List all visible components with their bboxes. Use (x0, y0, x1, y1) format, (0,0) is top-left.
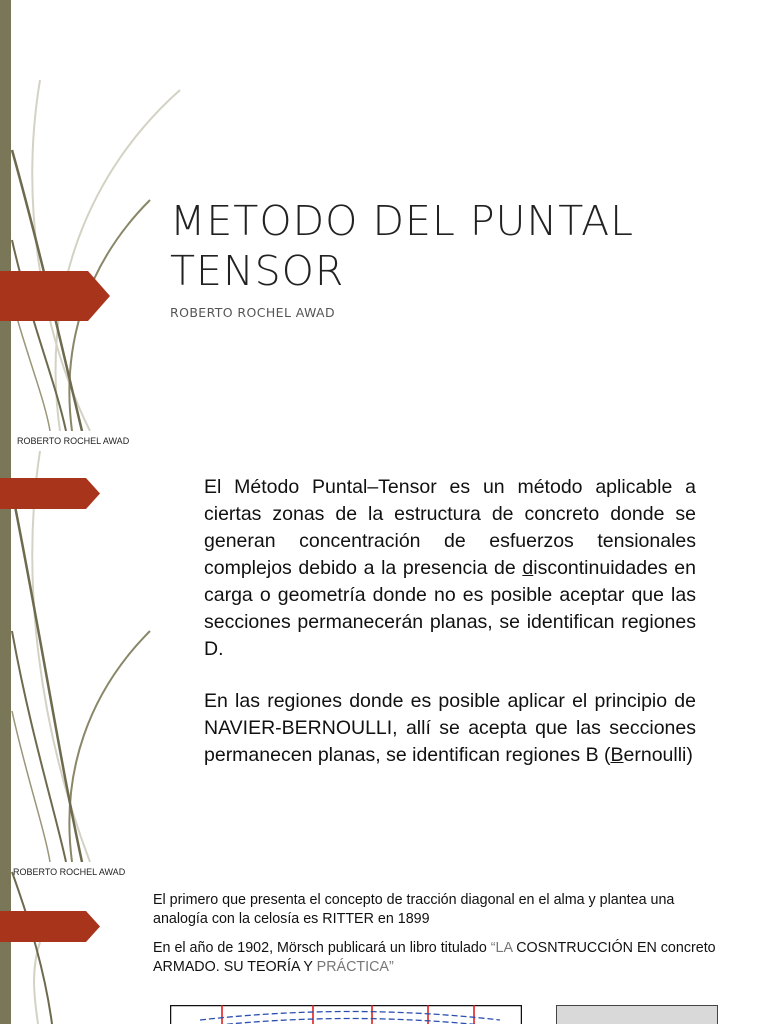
title-line-1: METODO DEL PUNTAL (170, 197, 634, 245)
subtitle: ROBERTO ROCHEL AWAD (170, 305, 336, 320)
footer-author: ROBERTO ROCHEL AWAD (17, 436, 130, 446)
book-title-quote-open: “LA (490, 940, 513, 956)
truss-diagram-figure (170, 1005, 522, 1024)
paragraph-morsch (153, 939, 728, 977)
underlined-letter: d (522, 557, 534, 579)
book-title-text: COSNTRUCCIÓN EN concreto ARMADO. SU TEORÍA Y (153, 940, 716, 975)
paragraph-regiones-d (204, 474, 696, 663)
grey-figure-panel (556, 1005, 718, 1024)
paragraph-regiones-b (204, 688, 696, 769)
text-segment: El Método Puntal–Tensor es un método aplicable a ciertas zonas de la estructura de concreto donde se generan concentración de esfuerzos tensionales complejos debido a la presencia de (204, 476, 696, 579)
underlined-letter: B (610, 744, 624, 766)
book-title-quote-close: PRÁCTICA” (316, 959, 394, 975)
paragraph-ritter: El primero que presenta el concepto de tracción diagonal en el alma y plantea una analogía con la celosía es RITTER en 1899 (153, 892, 675, 927)
slide-definition (0, 431, 768, 862)
footer-author: ROBERTO ROCHEL AWAD (13, 867, 126, 877)
page-title (170, 196, 690, 296)
arrow-tab-shape (0, 478, 100, 528)
slide-history (0, 862, 768, 1024)
text-segment: En el año de 1902, Mörsch publicará un libro titulado (153, 940, 491, 956)
arrow-tab-shape (0, 911, 100, 961)
text-segment: iscontinuidades en carga o geometría donde no es posible aceptar que las secciones permanecerán planas, se identifican regiones D. (204, 557, 696, 660)
text-segment: En las regiones donde es posible aplicar el principio de NAVIER-BERNOULLI, allí se acepta que las secciones permanecen planas, se identifican regiones B ( (204, 690, 696, 766)
arrow-tab-shape (0, 271, 110, 321)
title-line-2: TENSOR (170, 247, 345, 295)
slide-title (0, 0, 768, 431)
text-segment: ernoulli) (623, 744, 693, 766)
